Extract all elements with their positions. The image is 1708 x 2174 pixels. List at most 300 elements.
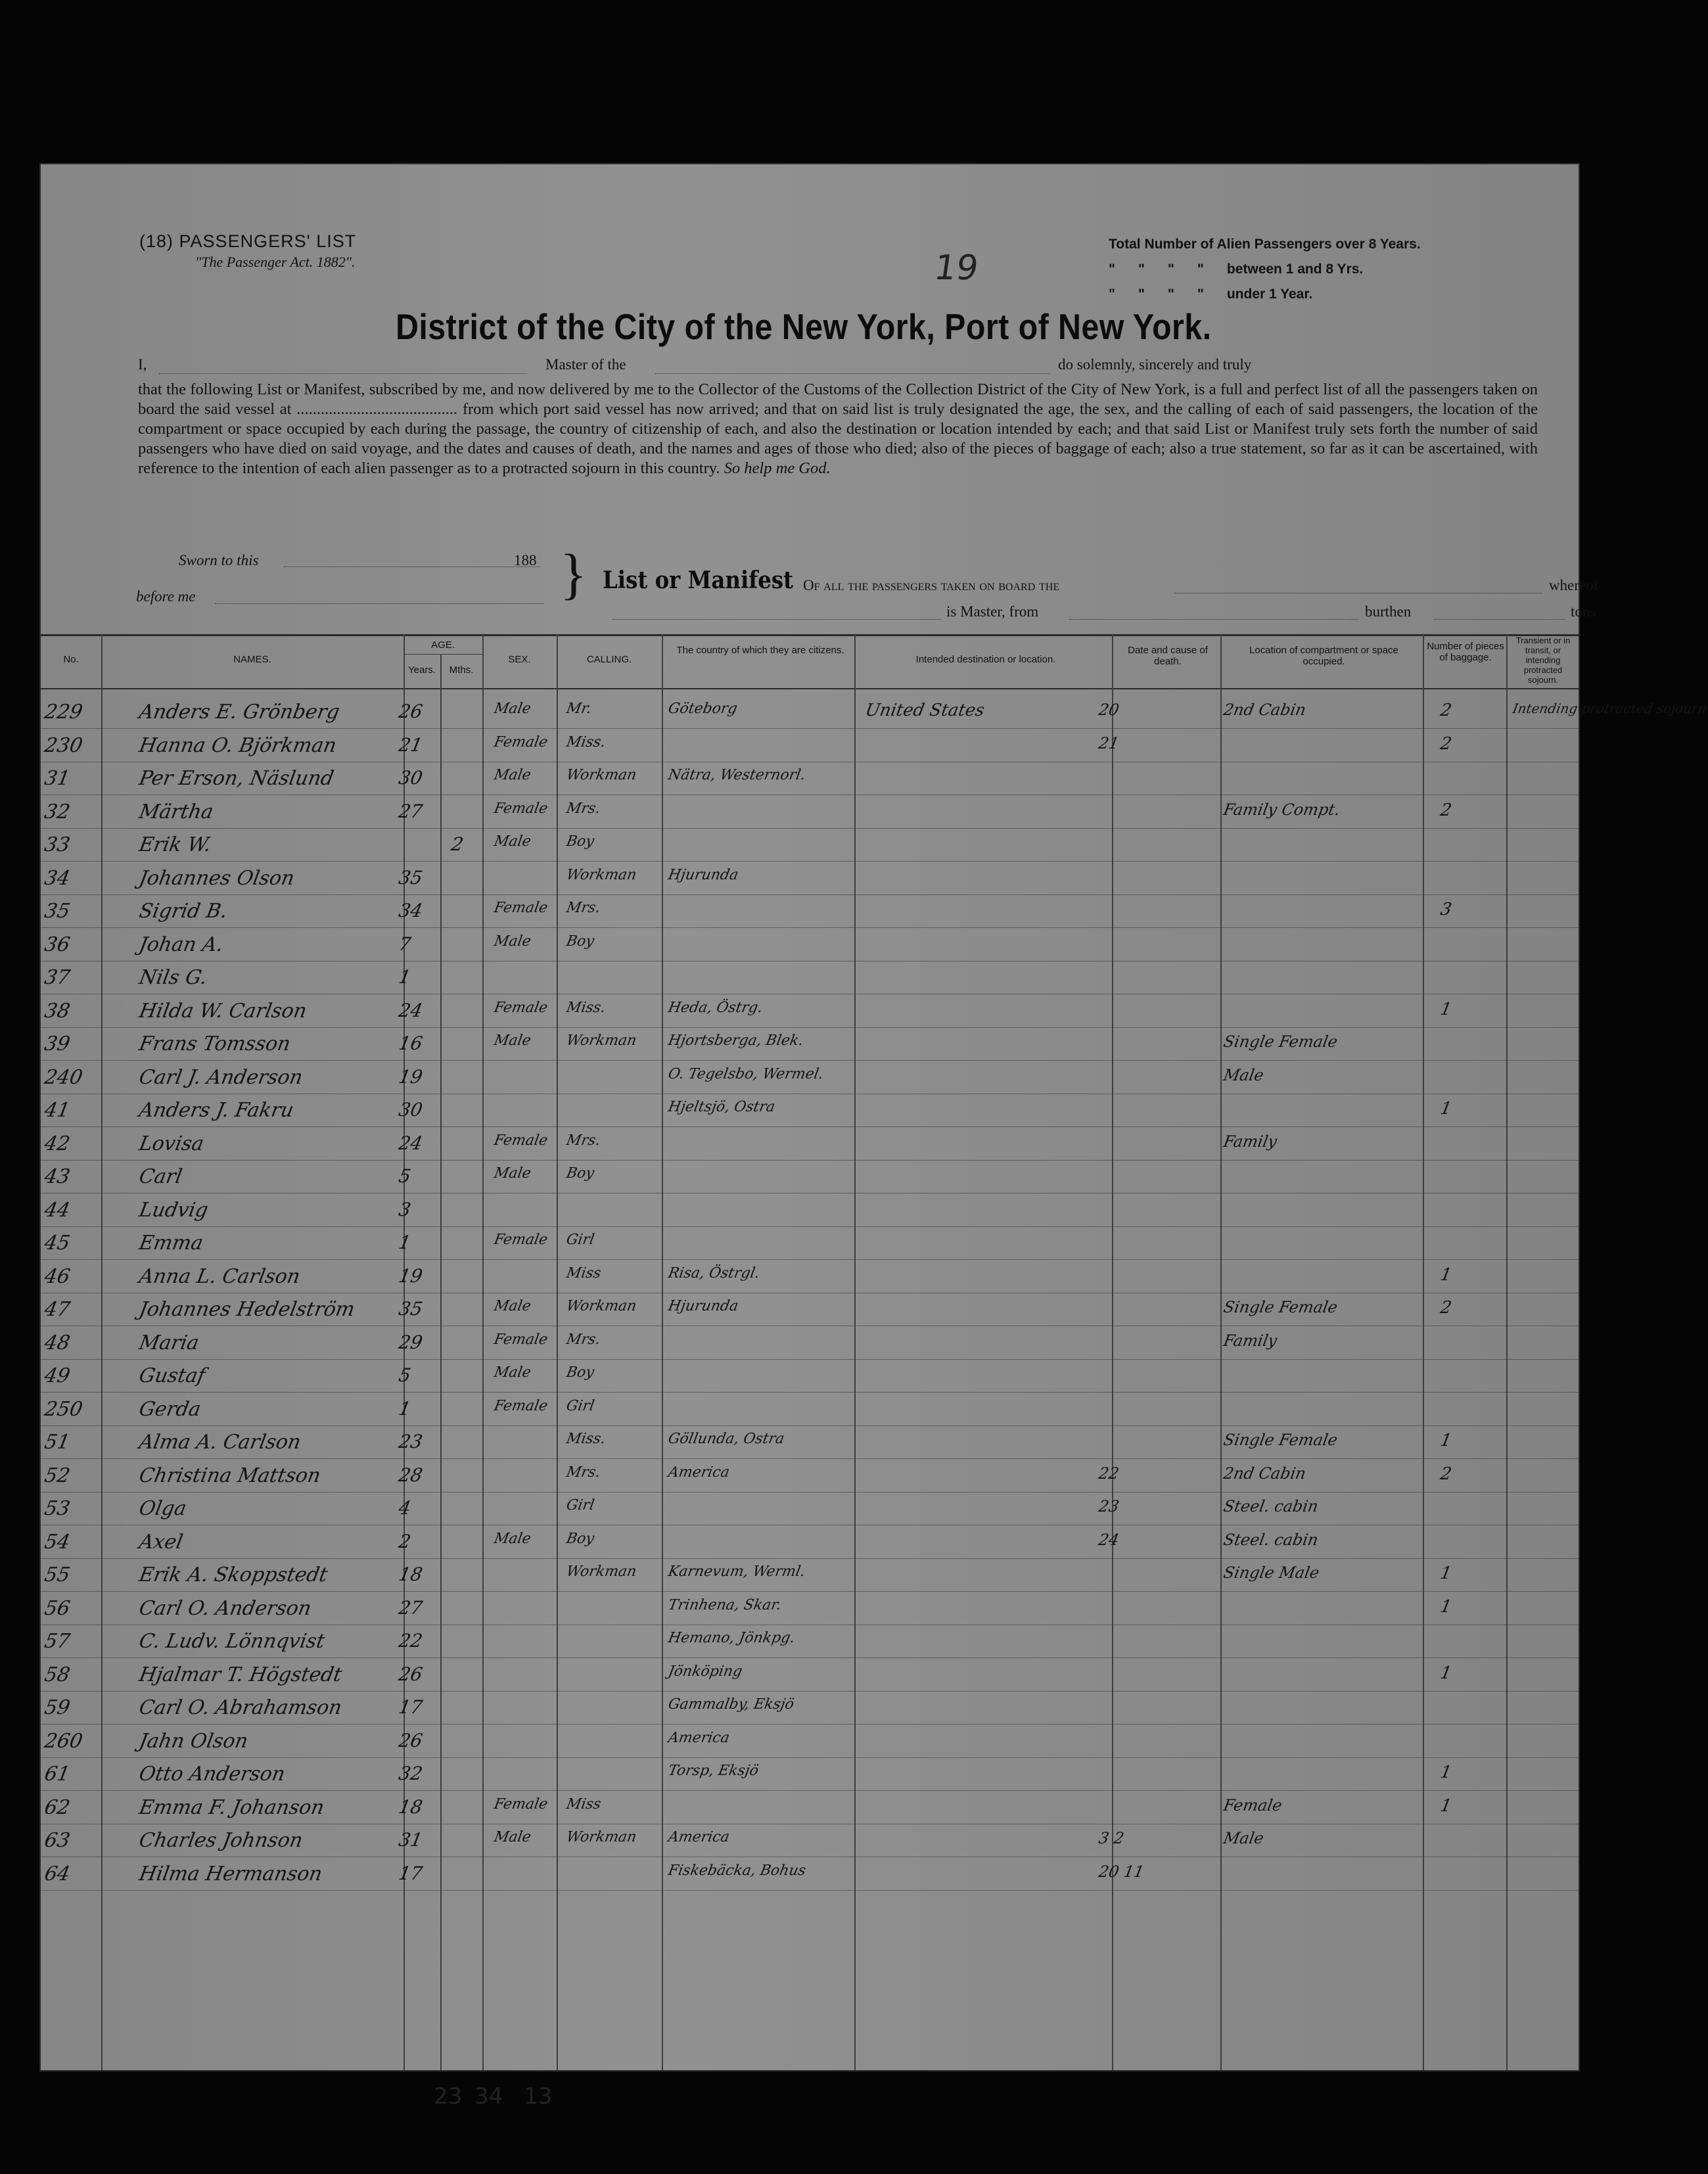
table-row bbox=[41, 1659, 1579, 1692]
row-rule bbox=[41, 1757, 1579, 1758]
calling: Mrs. bbox=[565, 1132, 602, 1149]
row-number: 240 bbox=[42, 1065, 85, 1089]
row-rule bbox=[41, 828, 1579, 829]
age-years: 28 bbox=[397, 1464, 425, 1486]
row-number: 46 bbox=[42, 1264, 72, 1288]
death: 24 bbox=[1097, 1530, 1121, 1549]
sex: Female bbox=[492, 1132, 549, 1149]
passenger-name: Frans Tomsson bbox=[137, 1032, 292, 1055]
footer-total-1: 23 bbox=[434, 2083, 463, 2110]
location: Steel. cabin bbox=[1222, 1530, 1320, 1549]
manifest-sheet bbox=[41, 164, 1708, 2110]
passenger-name: Emma bbox=[137, 1232, 205, 1255]
location: Male bbox=[1222, 1829, 1266, 1847]
row-number: 61 bbox=[42, 1763, 72, 1786]
calling: Girl bbox=[565, 1497, 596, 1514]
transient: Intending protracted sojourn bbox=[1511, 701, 1708, 716]
calling: Boy bbox=[565, 933, 596, 950]
row-rule bbox=[41, 1890, 1579, 1891]
table-row bbox=[41, 1360, 1579, 1393]
row-rule bbox=[41, 1060, 1579, 1061]
row-rule bbox=[41, 1027, 1579, 1028]
row-number: 34 bbox=[42, 866, 72, 890]
calling: Girl bbox=[565, 1397, 596, 1414]
row-number: 48 bbox=[42, 1331, 72, 1354]
passenger-name: Charles Johnson bbox=[137, 1829, 305, 1852]
country: Risa, Östrgl. bbox=[666, 1264, 762, 1282]
sex: Male bbox=[492, 1032, 532, 1049]
location: Family Compt. bbox=[1222, 800, 1342, 819]
is-master-label: is Master, from bbox=[946, 603, 1039, 620]
age-years: 29 bbox=[397, 1331, 425, 1353]
decl-i: I, bbox=[138, 356, 147, 373]
calling: Workman bbox=[565, 767, 638, 783]
col-header-no: No. bbox=[63, 654, 79, 665]
passenger-name: Maria bbox=[137, 1331, 201, 1354]
row-number: 49 bbox=[42, 1364, 72, 1387]
passenger-name: Ludvig bbox=[137, 1198, 210, 1222]
row-number: 32 bbox=[42, 800, 72, 823]
col-header-months: Mths. bbox=[449, 664, 474, 676]
age-years: 4 bbox=[397, 1497, 413, 1519]
death: 21 bbox=[1097, 733, 1121, 752]
age-months: 2 bbox=[450, 833, 465, 855]
country: America bbox=[666, 1729, 731, 1746]
calling: Workman bbox=[565, 1032, 638, 1049]
baggage: 2 bbox=[1439, 800, 1454, 820]
calling: Workman bbox=[565, 866, 638, 883]
passenger-name: Olga bbox=[137, 1497, 189, 1520]
col-header-age: AGE. bbox=[431, 639, 455, 651]
table-row bbox=[41, 1593, 1579, 1626]
age-years: 5 bbox=[397, 1165, 413, 1187]
calling: Boy bbox=[565, 1165, 596, 1182]
passenger-name: Hanna O. Björkman bbox=[137, 733, 338, 757]
row-rule bbox=[41, 728, 1579, 729]
col-header-death: Date and cause of death. bbox=[1128, 645, 1208, 667]
age-years: 21 bbox=[397, 733, 425, 756]
totals-line-1: Total Number of Alien Passengers over 8 Years. bbox=[1109, 237, 1421, 252]
row-rule bbox=[41, 927, 1579, 928]
row-rule bbox=[41, 1458, 1579, 1459]
age-years: 23 bbox=[397, 1431, 425, 1452]
country: Göteborg bbox=[666, 701, 739, 717]
baggage: 3 bbox=[1439, 900, 1454, 919]
table-row bbox=[41, 1228, 1579, 1260]
country: Hemano, Jönkpg. bbox=[666, 1630, 796, 1646]
age-years: 1 bbox=[397, 1397, 413, 1420]
header-bottom-rule bbox=[41, 688, 1579, 689]
passenger-name: Erik A. Skoppstedt bbox=[137, 1563, 330, 1586]
brace: } bbox=[560, 542, 588, 605]
table-row bbox=[41, 1460, 1579, 1493]
decl-master-of: Master of the bbox=[545, 356, 626, 373]
passenger-name: Johannes Hedelström bbox=[137, 1298, 357, 1321]
sex: Female bbox=[492, 900, 549, 916]
form-title bbox=[139, 231, 356, 252]
table-top-rule bbox=[41, 634, 1579, 636]
age-years: 16 bbox=[397, 1032, 425, 1054]
table-row bbox=[41, 1294, 1579, 1327]
declaration-text bbox=[138, 380, 1538, 478]
page-number: 19 bbox=[931, 248, 981, 288]
passenger-name: Axel bbox=[137, 1530, 185, 1554]
burthen-blank bbox=[1434, 619, 1565, 620]
sex: Female bbox=[492, 999, 549, 1016]
passenger-name: Anders E. Grönberg bbox=[137, 701, 342, 724]
age-years: 35 bbox=[397, 1298, 425, 1320]
calling: Workman bbox=[565, 1829, 638, 1845]
calling: Mrs. bbox=[565, 900, 602, 916]
passenger-name: Christina Mattson bbox=[137, 1464, 323, 1487]
calling: Mrs. bbox=[565, 1331, 602, 1348]
country: Hjurunda bbox=[666, 866, 740, 883]
location: Family bbox=[1222, 1331, 1279, 1350]
age-years: 7 bbox=[397, 933, 413, 955]
sex: Female bbox=[492, 1397, 549, 1414]
sex: Male bbox=[492, 701, 532, 717]
col-header-location: Location of compartment or space occupied. bbox=[1249, 645, 1398, 667]
calling: Girl bbox=[565, 1232, 596, 1248]
table-row bbox=[41, 1527, 1579, 1560]
country: Gammalby, Eksjö bbox=[666, 1696, 796, 1713]
footer-total-3: 13 bbox=[524, 2083, 553, 2110]
sex: Female bbox=[492, 1331, 549, 1348]
age-years: 26 bbox=[397, 1663, 425, 1685]
baggage: 1 bbox=[1439, 1596, 1454, 1617]
totals-line-2: " " " " between 1 and 8 Yrs. bbox=[1109, 262, 1364, 277]
table-row bbox=[41, 829, 1579, 862]
death: 20 11 bbox=[1097, 1862, 1146, 1881]
master-name-blank bbox=[159, 373, 527, 374]
table-row bbox=[41, 1825, 1579, 1858]
country: Hjeltsjö, Ostra bbox=[666, 1099, 777, 1115]
table-row bbox=[41, 896, 1579, 929]
table-row bbox=[41, 763, 1579, 796]
passenger-name: Otto Anderson bbox=[137, 1763, 287, 1786]
row-rule bbox=[41, 1425, 1579, 1426]
table-row bbox=[41, 1493, 1579, 1526]
calling: Mrs. bbox=[565, 1464, 602, 1481]
row-rule bbox=[41, 1259, 1579, 1260]
passenger-name: Hjalmar T. Högstedt bbox=[137, 1663, 344, 1686]
age-years: 22 bbox=[397, 1630, 425, 1652]
declaration-body: that the following List or Manifest, subscribed by me, and now delivered by me to the Collector of the Customs of the Collection District of the City of New York, is a full and perfect list of all the passengers taken on board the said vessel at ........................................ from which port said vessel has now arrived; and that on said list is truly designated the age, the sex, and the calling of each of said passengers, the location of the compartment or space occupied by each during the passage, the country of citizenship of each, and also the destination or location intended by each; and that said List or Manifest truly sets forth the number of said passengers who have died on said voyage, and the dates and causes of death, and the names and ages of those who died; also of the pieces of baggage of each; also a true statement, so far as it can be ascertained, with reference to the intention of each alien passenger as to a protracted sojourn in this country. bbox=[138, 381, 1538, 477]
baggage: 2 bbox=[1439, 733, 1454, 754]
age-years: 35 bbox=[397, 866, 425, 889]
destination: United States bbox=[864, 701, 986, 720]
location: Single Male bbox=[1222, 1563, 1321, 1582]
table-row bbox=[41, 1394, 1579, 1427]
row-number: 63 bbox=[42, 1829, 72, 1852]
passenger-name: Per Erson, Näslund bbox=[137, 767, 336, 790]
baggage: 1 bbox=[1439, 1763, 1454, 1782]
age-years: 18 bbox=[397, 1563, 425, 1585]
age-years: 26 bbox=[397, 701, 425, 722]
sex: Female bbox=[492, 733, 549, 751]
sex: Female bbox=[492, 800, 549, 817]
master-blank-2 bbox=[612, 619, 941, 620]
row-number: 47 bbox=[42, 1298, 72, 1321]
manifest-line-1: Of all the passengers taken on board the bbox=[803, 577, 1060, 593]
row-number: 59 bbox=[42, 1696, 72, 1719]
location: Single Female bbox=[1222, 1032, 1339, 1051]
row-number: 42 bbox=[42, 1132, 72, 1155]
age-subrule bbox=[404, 654, 482, 655]
row-number: 37 bbox=[42, 966, 72, 989]
row-number: 39 bbox=[42, 1032, 72, 1055]
row-number: 33 bbox=[42, 833, 72, 856]
form-number: (18) bbox=[139, 231, 174, 251]
calling: Boy bbox=[565, 1364, 596, 1381]
row-rule bbox=[41, 1691, 1579, 1692]
row-rule bbox=[41, 1126, 1579, 1127]
age-years: 3 bbox=[397, 1198, 413, 1220]
passenger-name: Sigrid B. bbox=[137, 900, 229, 923]
baggage: 1 bbox=[1439, 1563, 1454, 1583]
sex: Male bbox=[492, 1530, 532, 1547]
age-years: 17 bbox=[397, 1862, 425, 1884]
passenger-name: Märtha bbox=[137, 800, 216, 823]
sex: Male bbox=[492, 833, 532, 850]
passenger-name: Hilda W. Carlson bbox=[137, 999, 309, 1023]
baggage: 2 bbox=[1439, 701, 1454, 720]
location: Steel. cabin bbox=[1222, 1497, 1320, 1515]
row-number: 62 bbox=[42, 1795, 72, 1819]
baggage: 1 bbox=[1439, 1099, 1454, 1119]
row-rule bbox=[41, 1359, 1579, 1360]
age-years: 1 bbox=[397, 1232, 413, 1253]
passenger-name: Carl O. Abrahamson bbox=[137, 1696, 344, 1719]
table-row bbox=[41, 1560, 1579, 1592]
act-reference: "The Passenger Act. 1882". bbox=[195, 254, 356, 270]
death: 23 bbox=[1097, 1497, 1121, 1515]
row-rule bbox=[41, 861, 1579, 862]
row-rule bbox=[41, 1558, 1579, 1559]
passenger-name: Nils G. bbox=[137, 966, 209, 989]
age-years: 34 bbox=[397, 900, 425, 921]
passenger-name: Johannes Olson bbox=[137, 866, 296, 890]
table-row bbox=[41, 1095, 1579, 1128]
col-header-sex: SEX. bbox=[508, 654, 531, 665]
passenger-name: Gerda bbox=[137, 1397, 203, 1421]
passenger-name: Anders J. Fakru bbox=[137, 1099, 296, 1122]
age-years: 2 bbox=[397, 1530, 413, 1552]
sex: Male bbox=[492, 1165, 532, 1182]
row-number: 35 bbox=[42, 900, 72, 923]
country: Hjurunda bbox=[666, 1298, 740, 1314]
row-number: 56 bbox=[42, 1596, 72, 1620]
country: Heda, Östrg. bbox=[666, 999, 764, 1016]
age-years: 31 bbox=[397, 1829, 425, 1851]
table-row bbox=[41, 1161, 1579, 1194]
table-row bbox=[41, 1759, 1579, 1792]
row-rule bbox=[41, 1790, 1579, 1791]
declaration-closing: So help me God. bbox=[724, 459, 831, 477]
age-years: 24 bbox=[397, 999, 425, 1021]
country: America bbox=[666, 1829, 731, 1845]
table-row bbox=[41, 1427, 1579, 1460]
sex: Male bbox=[492, 1298, 532, 1314]
row-number: 64 bbox=[42, 1862, 72, 1885]
country: Torsp, Eksjö bbox=[666, 1763, 760, 1779]
age-years: 1 bbox=[397, 966, 413, 988]
totals-line-3: " " " " under 1 Year. bbox=[1109, 287, 1313, 302]
table-row bbox=[41, 797, 1579, 829]
row-number: 43 bbox=[42, 1165, 72, 1188]
passenger-name: Jahn Olson bbox=[137, 1729, 250, 1753]
col-header-names: NAMES. bbox=[233, 654, 271, 665]
sex: Male bbox=[492, 933, 532, 950]
row-rule bbox=[41, 1160, 1579, 1161]
country: Fiskebäcka, Bohus bbox=[666, 1862, 808, 1879]
age-years: 18 bbox=[397, 1795, 425, 1818]
calling: Mrs. bbox=[565, 800, 602, 817]
row-number: 58 bbox=[42, 1663, 72, 1686]
col-header-years: Years. bbox=[408, 664, 436, 676]
passenger-name: Carl bbox=[137, 1165, 184, 1188]
country: Nätra, Westernorl. bbox=[666, 767, 807, 783]
tons-label: tons bbox=[1571, 603, 1596, 620]
row-number: 41 bbox=[42, 1099, 72, 1122]
row-number: 51 bbox=[42, 1431, 72, 1454]
age-years: 30 bbox=[397, 767, 425, 789]
baggage: 1 bbox=[1439, 1795, 1454, 1816]
passenger-name: Carl O. Anderson bbox=[137, 1596, 313, 1620]
calling: Boy bbox=[565, 833, 596, 850]
passenger-table bbox=[41, 634, 1708, 2070]
country: Göllunda, Ostra bbox=[666, 1431, 786, 1447]
age-years: 24 bbox=[397, 1132, 425, 1154]
passenger-name: Alma A. Carlson bbox=[137, 1431, 303, 1454]
sworn-label: Sworn to this bbox=[179, 552, 259, 568]
country: O. Tegelsbo, Wermel. bbox=[666, 1065, 825, 1082]
col-header-calling: CALLING. bbox=[586, 654, 632, 665]
country: Karnevum, Werml. bbox=[666, 1563, 807, 1580]
col-header-country: The country of which they are citizens. bbox=[676, 645, 844, 656]
row-number: 250 bbox=[42, 1397, 85, 1421]
age-years: 19 bbox=[397, 1065, 425, 1088]
row-number: 45 bbox=[42, 1232, 72, 1255]
calling: Miss. bbox=[565, 733, 607, 751]
age-years: 5 bbox=[397, 1364, 413, 1386]
passenger-name: C. Ludv. Lönnqvist bbox=[137, 1630, 327, 1653]
table-row bbox=[41, 962, 1579, 995]
age-years: 27 bbox=[397, 800, 425, 822]
passenger-name: Erik W. bbox=[137, 833, 213, 856]
row-number: 54 bbox=[42, 1530, 72, 1554]
row-number: 31 bbox=[42, 767, 72, 790]
passenger-name: Gustaf bbox=[137, 1364, 207, 1387]
table-row bbox=[41, 697, 1708, 729]
calling: Workman bbox=[565, 1563, 638, 1580]
age-years: 32 bbox=[397, 1763, 425, 1784]
table-row bbox=[41, 1328, 1579, 1360]
baggage: 1 bbox=[1439, 1663, 1454, 1683]
calling: Miss. bbox=[565, 1431, 607, 1447]
location: Female bbox=[1222, 1795, 1283, 1815]
row-number: 38 bbox=[42, 999, 72, 1023]
form-title-text: PASSENGERS' LIST bbox=[179, 231, 357, 251]
vessel-name-blank bbox=[655, 373, 1050, 374]
age-years: 27 bbox=[397, 1596, 425, 1619]
calling: Miss. bbox=[565, 999, 607, 1016]
passenger-name: Hilma Hermanson bbox=[137, 1862, 325, 1885]
country: Jönköping bbox=[666, 1663, 744, 1680]
country: Hjortsberga, Blek. bbox=[666, 1032, 805, 1049]
age-years: 17 bbox=[397, 1696, 425, 1718]
sex: Male bbox=[492, 1364, 532, 1381]
table-row bbox=[41, 929, 1579, 962]
row-number: 44 bbox=[42, 1198, 72, 1222]
table-row bbox=[41, 1726, 1579, 1759]
country: America bbox=[666, 1464, 731, 1481]
table-row bbox=[41, 1626, 1579, 1659]
table-row bbox=[41, 1261, 1579, 1294]
footer-total-2: 34 bbox=[474, 2083, 503, 2110]
calling: Mr. bbox=[565, 701, 593, 717]
row-rule bbox=[41, 894, 1579, 895]
death: 22 bbox=[1097, 1464, 1121, 1483]
location: 2nd Cabin bbox=[1222, 701, 1308, 719]
location: Single Female bbox=[1222, 1431, 1339, 1449]
before-me-label: before me bbox=[136, 588, 196, 605]
sworn-year: 188 bbox=[514, 552, 537, 568]
location: Male bbox=[1222, 1065, 1266, 1084]
calling: Boy bbox=[565, 1530, 596, 1547]
table-row bbox=[41, 1792, 1579, 1825]
baggage: 1 bbox=[1439, 999, 1454, 1019]
sex: Male bbox=[492, 1829, 532, 1845]
baggage: 2 bbox=[1439, 1298, 1454, 1318]
age-years: 19 bbox=[397, 1264, 425, 1287]
document-title: District of the City of the New York, Port of New York. bbox=[396, 306, 1212, 347]
from-port-blank bbox=[1069, 619, 1358, 620]
burthen-label: burthen bbox=[1365, 603, 1412, 620]
table-row bbox=[41, 730, 1579, 763]
sex: Female bbox=[492, 1232, 549, 1248]
whereof-label: whereof bbox=[1549, 577, 1599, 593]
calling: Miss bbox=[565, 1795, 603, 1813]
row-number: 230 bbox=[42, 733, 85, 757]
table-row bbox=[41, 1692, 1579, 1725]
row-number: 52 bbox=[42, 1464, 72, 1487]
col-header-transient: Transient or in transit, or intending protracted sojourn. bbox=[1515, 636, 1571, 685]
table-row bbox=[41, 1029, 1579, 1061]
calling: Miss bbox=[565, 1264, 603, 1282]
passenger-name: Carl J. Anderson bbox=[137, 1065, 305, 1089]
passenger-name: Johan A. bbox=[137, 933, 225, 956]
row-rule bbox=[41, 1591, 1579, 1592]
passenger-name: Anna L. Carlson bbox=[137, 1264, 302, 1288]
table-row bbox=[41, 1062, 1579, 1095]
table-row bbox=[41, 863, 1579, 896]
row-rule bbox=[41, 1392, 1579, 1393]
age-years: 26 bbox=[397, 1729, 425, 1751]
table-row bbox=[41, 996, 1579, 1029]
table-row bbox=[41, 1195, 1579, 1228]
sex: Female bbox=[492, 1795, 549, 1813]
passenger-name: Lovisa bbox=[137, 1132, 206, 1155]
death: 3 2 bbox=[1097, 1829, 1126, 1847]
before-me-blank bbox=[215, 603, 543, 604]
country: Trinhena, Skar. bbox=[666, 1596, 783, 1613]
table-row bbox=[41, 1859, 1579, 1891]
death: 20 bbox=[1097, 701, 1121, 719]
location: Single Female bbox=[1222, 1298, 1339, 1316]
row-number: 55 bbox=[42, 1563, 72, 1586]
row-rule bbox=[41, 1657, 1579, 1658]
